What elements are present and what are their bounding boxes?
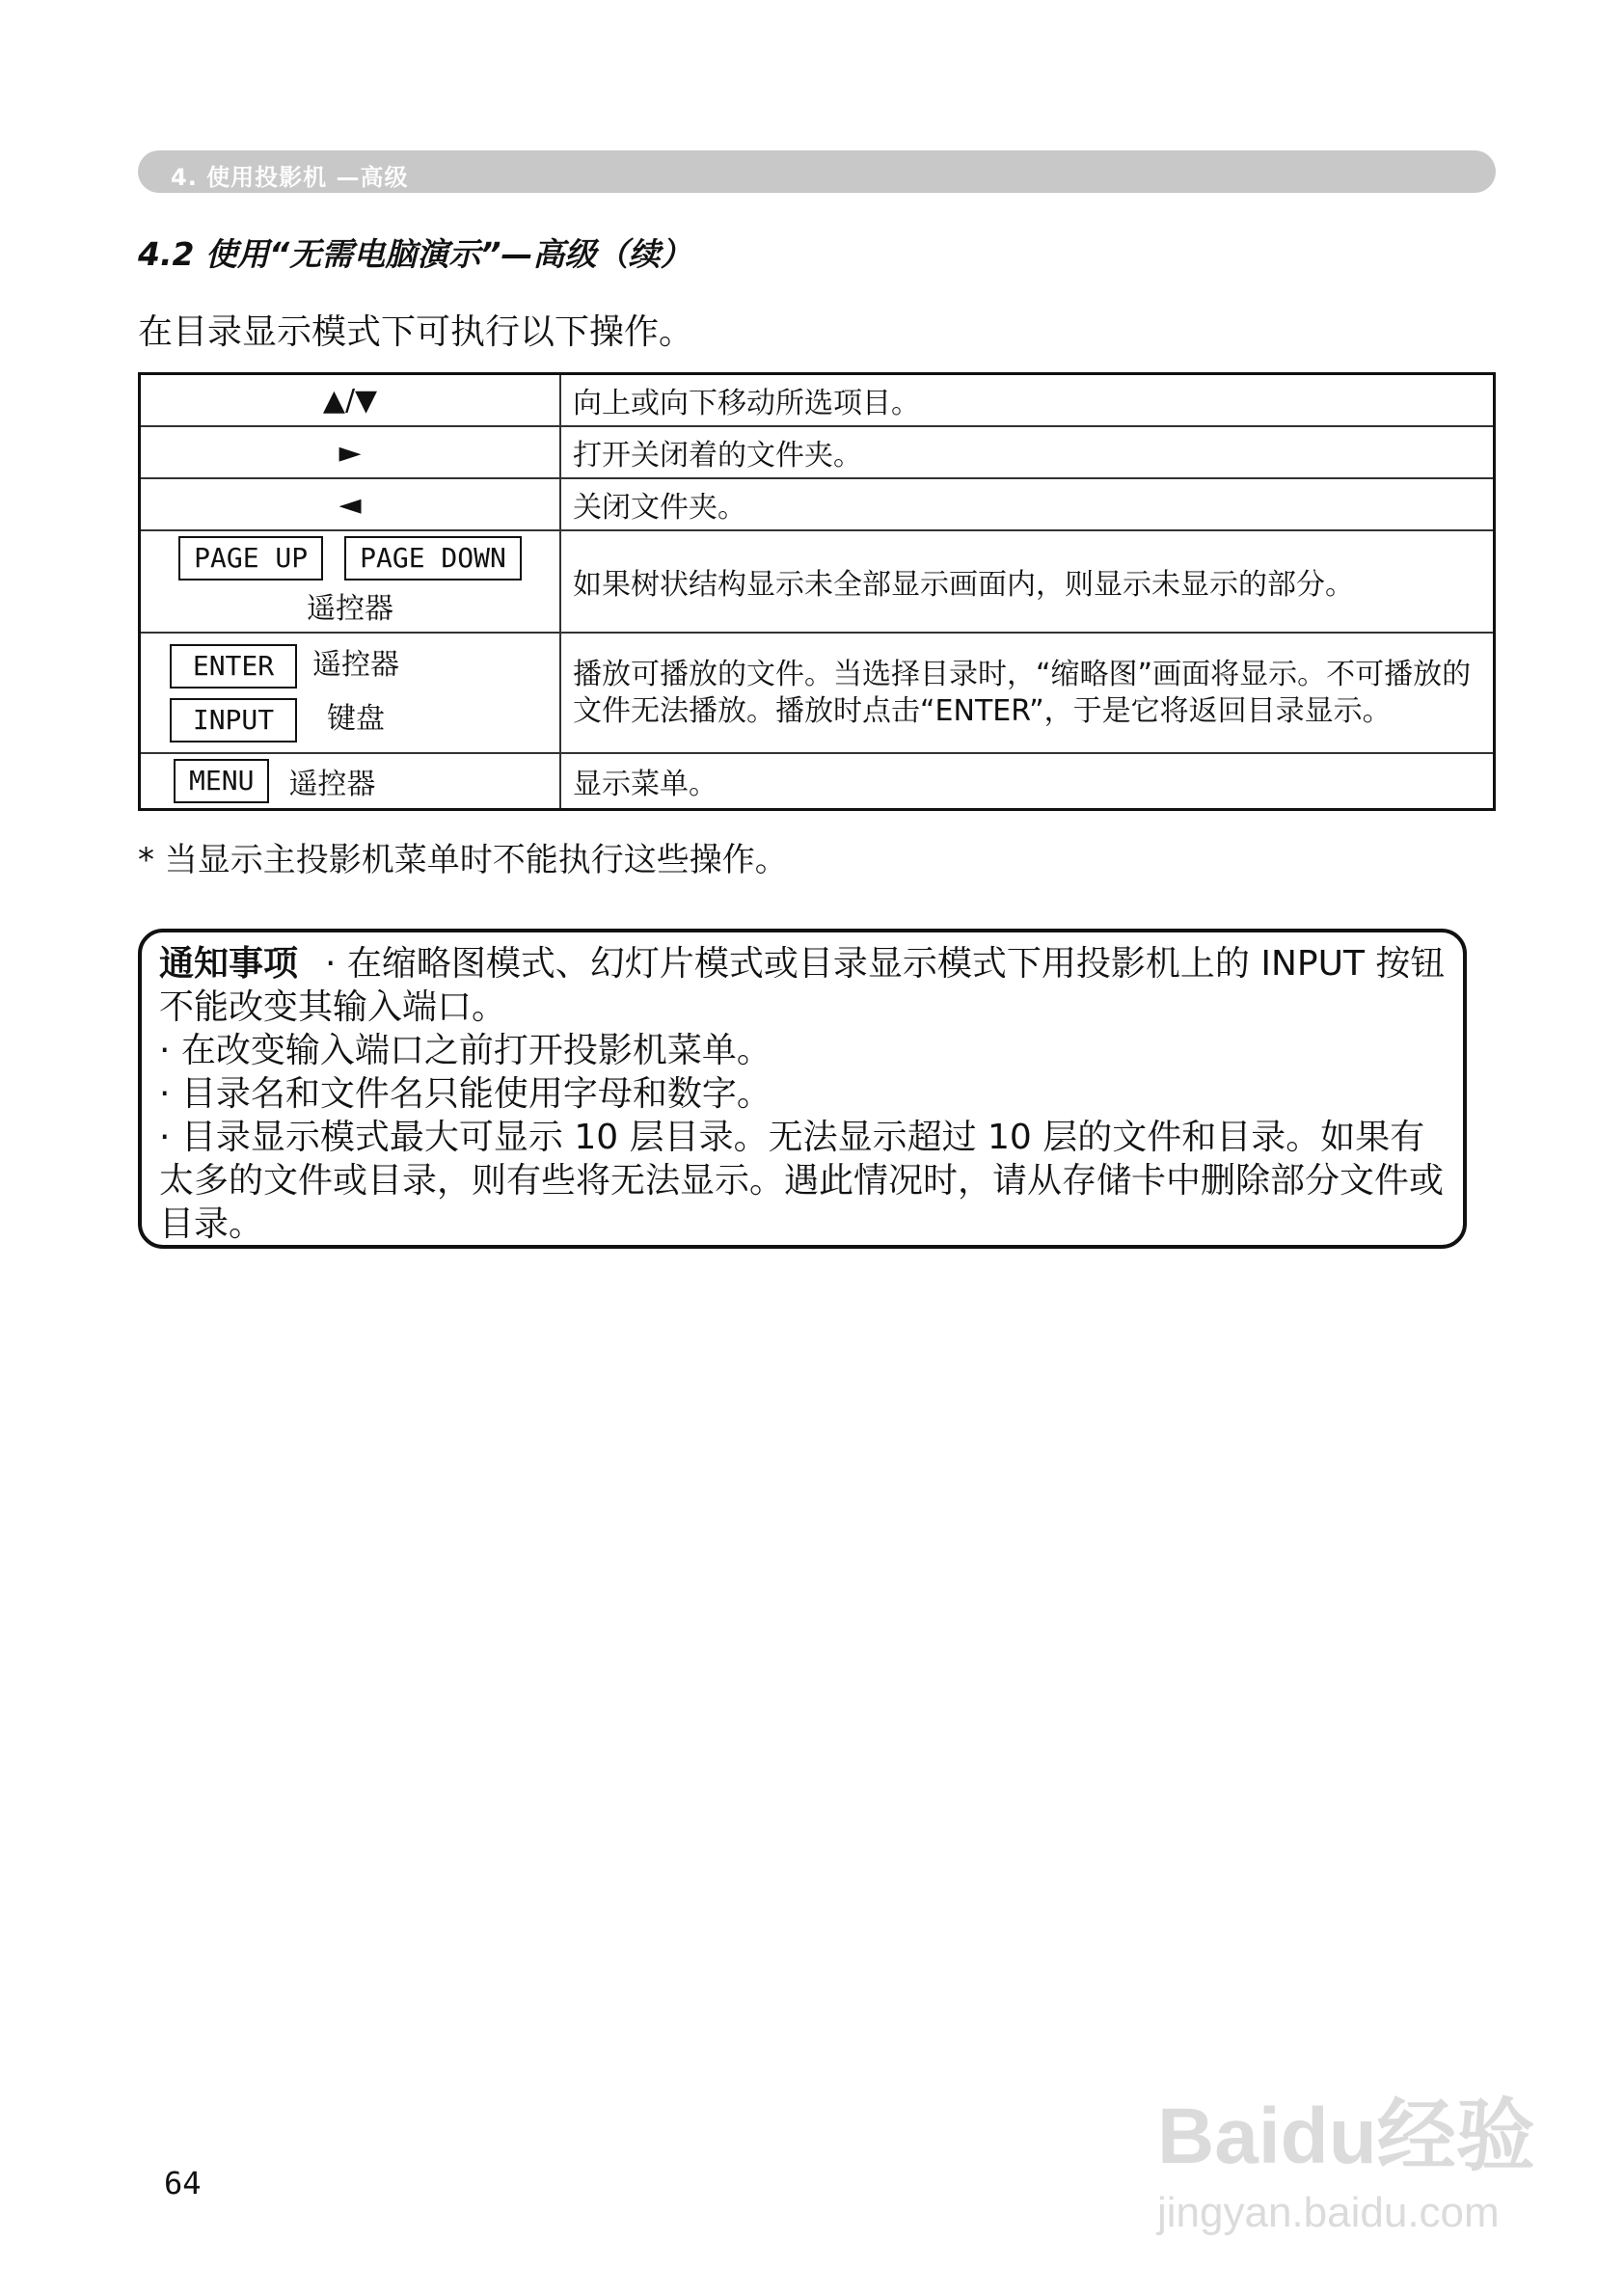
notice-box <box>138 929 1467 1249</box>
table-row <box>140 753 1495 810</box>
section-header-text: 4. 使用投影机 —高级 <box>171 164 409 191</box>
table-row <box>140 426 1495 478</box>
notice-line: · 在改变输入端口之前打开投影机菜单。 <box>159 1031 771 1070</box>
intro-text: 在目录显示模式下可执行以下操作。 <box>138 312 694 352</box>
watermark-url: jingyan.baidu.com <box>1157 2189 1500 2236</box>
footnote: * 当显示主投影机菜单时不能执行这些操作。 <box>138 841 788 879</box>
key-up-down-arrows: ▲/▼ <box>140 374 561 427</box>
remote-label: 遥控器 <box>312 647 399 682</box>
notice-line: · 目录名和文件名只能使用字母和数字。 <box>159 1074 771 1114</box>
enter-input-keys-cell <box>140 633 561 753</box>
row-description: 播放可播放的文件。当选择目录时，“缩略图”画面将显示。不可播放的文件无法播放。播放时点击“ENTER”，于是它将返回目录显示。 <box>560 633 1495 753</box>
page-keys-cell <box>140 530 561 633</box>
notice-line <box>159 942 1449 1029</box>
remote-label: 遥控器 <box>307 592 393 626</box>
row-description: 如果树状结构显示未全部显示画面内，则显示未显示的部分。 <box>560 530 1495 633</box>
table-row <box>140 478 1495 530</box>
table-row <box>140 530 1495 633</box>
row-description: 关闭文件夹。 <box>560 478 1495 530</box>
input-key: INPUT <box>170 698 297 742</box>
key-right-arrow: ► <box>140 426 561 478</box>
baidu-watermark <box>1157 2073 1562 2256</box>
notice-text: · 在缩略图模式、幻灯片模式或目录显示模式下用投影机上的 INPUT 按钮不能改变其输入端口。 <box>159 944 1446 1027</box>
row-description: 打开关闭着的文件夹。 <box>560 426 1495 478</box>
remote-label: 遥控器 <box>288 768 376 801</box>
table-row <box>140 374 1495 427</box>
watermark-logo: Baidu经验 <box>1157 2092 1535 2180</box>
table-row <box>140 633 1495 753</box>
keyboard-label: 键盘 <box>327 701 385 736</box>
operations-table <box>138 372 1496 811</box>
menu-key: MENU <box>174 759 269 803</box>
page-up-key: PAGE UP <box>178 536 323 580</box>
page-number: 64 <box>164 2165 202 2201</box>
enter-key: ENTER <box>170 644 297 688</box>
notice-line: · 目录显示模式最大可显示 10 层目录。无法显示超过 10 层的文件和目录。如果有太多的文件或目录，则有些将无法显示。遇此情况时，请从存储卡中删除部分文件或目录。 <box>159 1118 1445 1244</box>
section-title: 4.2 使用“无需电脑演示”—高级（续） <box>138 235 692 273</box>
key-left-arrow: ◄ <box>140 478 561 530</box>
row-description: 向上或向下移动所选项目。 <box>560 374 1495 427</box>
section-header-bar <box>138 150 1496 193</box>
page-down-key: PAGE DOWN <box>344 536 522 580</box>
notice-label: 通知事项 <box>159 944 299 984</box>
row-description: 显示菜单。 <box>560 753 1495 810</box>
menu-key-cell <box>140 753 561 810</box>
